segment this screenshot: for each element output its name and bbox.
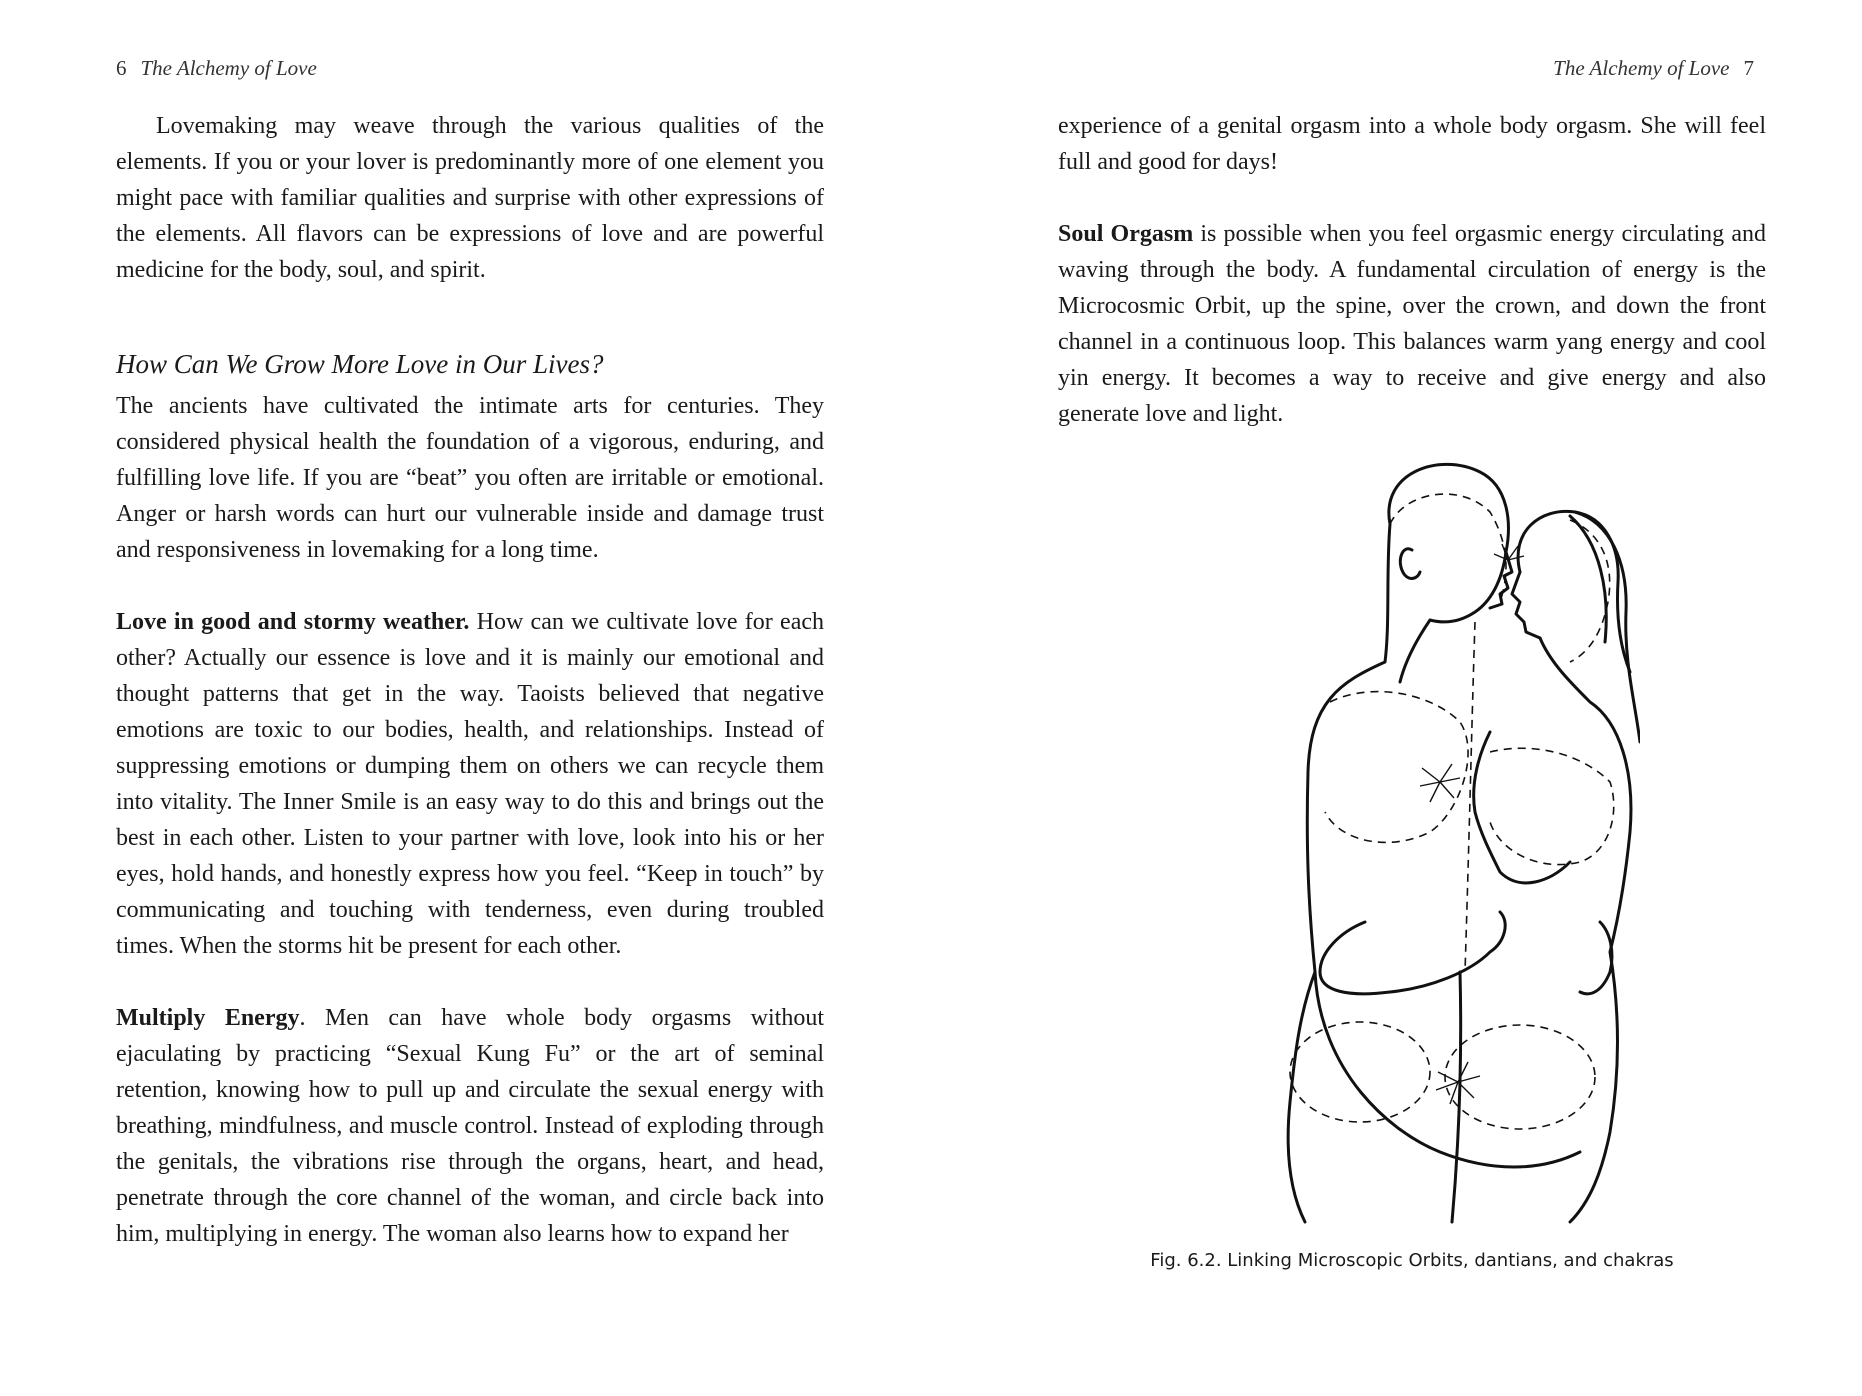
weather-paragraph — [116, 604, 824, 964]
running-head-title-left: The Alchemy of Love — [140, 56, 317, 80]
weather-lead: Love in good and stormy weather. — [116, 609, 470, 635]
figure-caption: Fig. 6.2. Linking Microscopic Orbits, dantians, and chakras — [1150, 1250, 1674, 1271]
running-head-left — [116, 56, 317, 81]
soul-paragraph — [1058, 216, 1766, 432]
soul-lead: Soul Orgasm — [1058, 221, 1194, 247]
dantian-right-orbit — [1445, 1025, 1595, 1129]
man-back — [1288, 524, 1390, 1222]
couple-line-drawing — [1190, 452, 1640, 1228]
section-heading: How Can We Grow More Love in Our Lives? — [116, 349, 604, 379]
woman-body — [1540, 638, 1631, 1222]
figure-embracing-couple-illustration — [1190, 452, 1640, 1228]
energy-body: . Men can have whole body orgasms without ejaculating by practicing “Sexual Kung Fu” or the art of seminal retention, knowing how to pull up and circulate the sexual energy with breathing, mindfulness, and muscle control. Instead of exploding through the genitals, the vibrations rise through the organs, heart, and head, penetrate through the core channel of the woman, and circle back into him, multiplying in energy. The woman also learns how to expand her — [116, 1005, 824, 1247]
woman-face — [1512, 572, 1540, 638]
woman-hand — [1580, 922, 1612, 994]
running-head-right — [1553, 56, 1754, 81]
sacral-chakra-rays — [1436, 1062, 1480, 1104]
weather-body: How can we cultivate love for each other? Actually our essence is love and it is mainly our emotional and thought patterns that get in the way. Taoists believed that negative emotions are toxic to our bodies, health, and relationships. Instead of suppressing emotions or dumping them on others we can recycle them into vitality. The Inner Smile is an easy way to do this and brings out the best in each other. Listen to your partner with love, look into his or her eyes, hold hands, and honestly express how you feel. “Keep in touch” by communicating and touching with tenderness, even during troubled times. When the storms hit be present for each other. — [116, 609, 825, 959]
man-head-outline — [1389, 464, 1509, 682]
page-number-left: 6 — [116, 56, 127, 80]
woman-head-outline — [1518, 511, 1630, 672]
woman-hair — [1570, 512, 1640, 742]
soul-body: is possible when you feel orgasmic energy circulating and waving through the body. A fundamental circulation of energy is the Microcosmic Orbit, up the spine, over the crown, and down the front channel in a continuous loop. This balances warm yang energy and cool yin energy. It becomes a way to receive and give energy and also generate love and light. — [1058, 221, 1766, 427]
energy-paragraph — [116, 1000, 824, 1252]
left-text-column — [116, 108, 824, 1252]
chest-orbit — [1325, 692, 1468, 843]
running-head-title-right: The Alchemy of Love — [1553, 56, 1730, 80]
body-midline — [1452, 972, 1461, 1222]
man-ear — [1400, 549, 1420, 579]
energy-lead: Multiply Energy — [116, 1005, 300, 1031]
man-arm — [1320, 912, 1505, 994]
man-legs — [1315, 972, 1580, 1167]
dantian-left-orbit — [1290, 1022, 1430, 1122]
heart-chakra-rays — [1420, 764, 1460, 802]
intro-paragraph: Lovemaking may weave through the various qualities of the elements. If you or your lover is predominantly more of one element you might pace with familiar qualities and surprise with other expressions of the elements. All flavors can be expressions of love and are powerful medicine for the body, soul, and spirit. — [116, 113, 824, 283]
woman-arm — [1474, 732, 1570, 883]
right-text-column — [1058, 108, 1766, 432]
page-number-right: 7 — [1743, 56, 1754, 80]
ancients-paragraph: The ancients have cultivated the intimate arts for centuries. They considered physical health the foundation of a vigorous, enduring, and fulfilling love life. If you are “beat” you often are irritable or emotional. Anger or harsh words can hurt our vulnerable inside and damage trust and responsiveness in lovemaking for a long time. — [116, 393, 824, 563]
continued-paragraph: experience of a genital orgasm into a whole body orgasm. She will feel full and good for days! — [1058, 113, 1766, 175]
woman-chest-orbit — [1490, 748, 1614, 864]
